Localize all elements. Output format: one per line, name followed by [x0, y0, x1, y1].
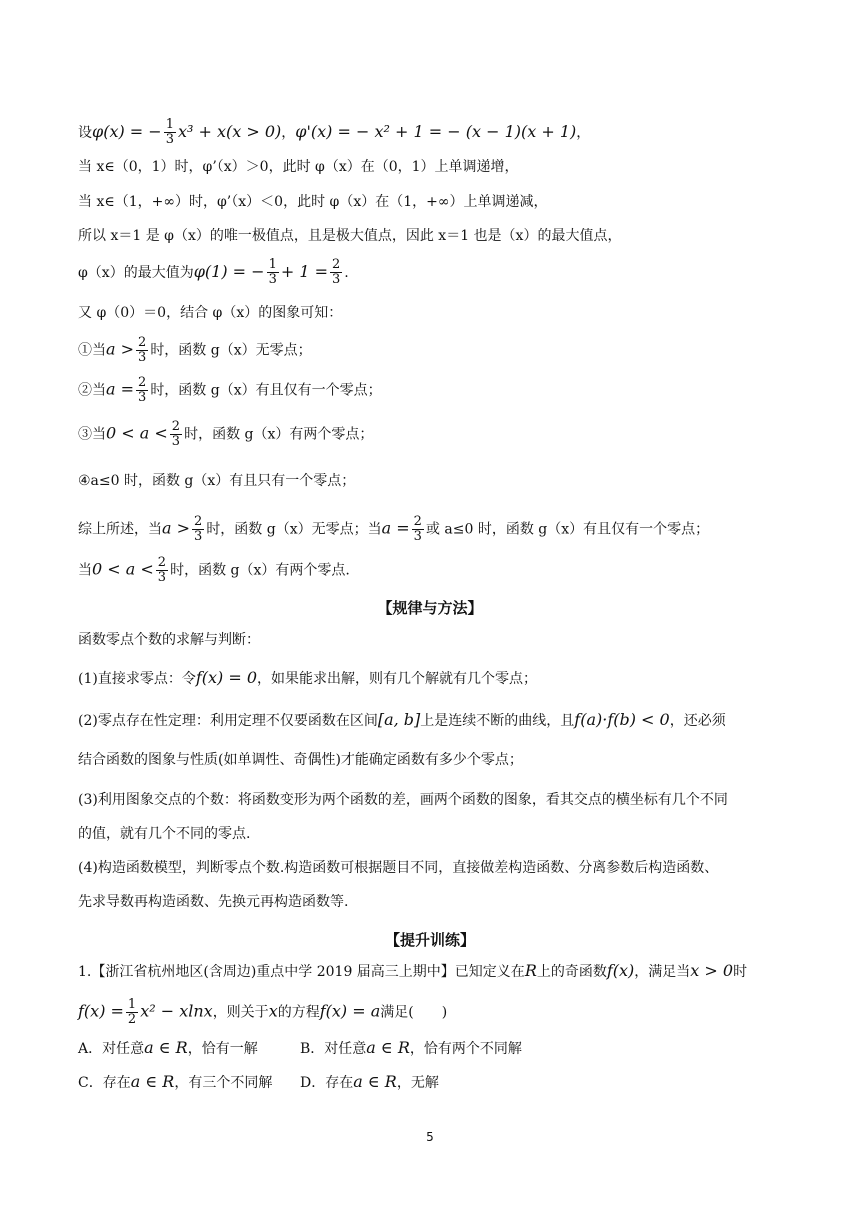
text-line: 函数零点个数的求解与判断： — [78, 632, 260, 648]
formula: 0 < a < — [92, 559, 154, 579]
text-line: 的值，就有几个不同的零点. — [78, 826, 251, 842]
denominator: 3 — [138, 350, 147, 365]
question-1-line — [78, 961, 747, 982]
max-value-line — [78, 258, 349, 287]
text: 的方程 — [277, 1004, 320, 1021]
text: ，恰有两个不同解 — [409, 1041, 522, 1057]
denominator: 3 — [194, 529, 203, 544]
denominator: 3 — [157, 570, 167, 585]
fraction — [412, 515, 424, 544]
text: ， — [281, 125, 296, 141]
text: 当 — [78, 562, 92, 579]
fraction — [267, 258, 279, 287]
numerator: 2 — [171, 419, 181, 434]
formula: f(x) = 0 — [195, 668, 258, 687]
option-b[interactable] — [300, 1038, 522, 1059]
numerator: 2 — [138, 335, 147, 350]
text: A．对任意 — [78, 1041, 145, 1057]
denominator: 3 — [171, 434, 181, 449]
text: ，满足当 — [634, 964, 691, 980]
options-row-2 — [78, 1072, 439, 1093]
text: ，则关于 — [212, 1004, 269, 1021]
method-1-line — [78, 668, 537, 689]
option-d[interactable] — [300, 1072, 439, 1093]
formula — [92, 117, 282, 147]
text: (1)直接求零点：令 — [78, 671, 196, 687]
denominator: 3 — [165, 132, 174, 147]
text-line: 又 φ（0）＝0，结合 φ（x）的图象可知： — [78, 305, 343, 321]
option-c[interactable] — [78, 1072, 300, 1093]
text: ②当 — [78, 382, 106, 399]
numerator: 2 — [332, 257, 341, 272]
formula: a ∈ R — [144, 1038, 188, 1057]
formula: x² − xlnx — [140, 1001, 213, 1021]
text: ①当 — [78, 342, 106, 359]
text: 满足( ) — [380, 1004, 448, 1021]
summary-line-2 — [78, 556, 350, 585]
page-number: 5 — [426, 1130, 434, 1144]
text: 时，函数 g（x）有且仅有一个零点； — [150, 382, 382, 399]
options-row-1 — [78, 1038, 522, 1059]
text: 或 a≤0 时，函数 g（x）有且仅有一个零点； — [425, 521, 710, 538]
formula-part: φ(x) = − — [92, 122, 162, 141]
text-line: (3)利用图象交点的个数：将函数变形为两个函数的差，画两个函数的图象，看其交点的横坐标有几个不同 — [78, 792, 728, 808]
text: ，恰有一解 — [187, 1041, 258, 1057]
formula: f(x) — [606, 961, 635, 980]
text: ，如果能求出解，则有几个解就有几个零点； — [257, 671, 538, 687]
numerator: 2 — [138, 375, 147, 390]
formula: f(a)·f(b) < 0 — [574, 710, 670, 729]
text-line: (4)构造函数模型，判断零点个数.构造函数可根据题目不同，直接做差构造函数、分离参数后构造函数、 — [78, 860, 719, 876]
formula: a = — [106, 379, 135, 399]
derivative-formula: φ'(x) = − x² + 1 = − (x − 1)(x + 1) — [295, 122, 577, 141]
formula-part: φ(1) = − — [193, 262, 265, 281]
question-1-line-2 — [78, 998, 447, 1027]
fraction — [156, 556, 168, 585]
text-line: 当 x∈（1，+∞）时，φ’（x）＜0，此时 φ（x）在（1，+∞）上单调递减， — [78, 194, 548, 210]
method-2-line — [78, 710, 726, 731]
text: 上是连续不断的曲线，且 — [420, 713, 575, 729]
text: 时，函数 g（x）有两个零点； — [184, 426, 374, 443]
formula: f(x) = — [78, 1001, 124, 1021]
fraction — [126, 998, 138, 1027]
fraction — [170, 420, 182, 449]
text: 时，函数 g（x）无零点；当 — [206, 521, 382, 538]
text: . — [344, 265, 349, 281]
section-heading-training: 【提升训练】 — [384, 931, 475, 949]
text: ，还必须 — [669, 713, 726, 729]
formula: a = — [381, 518, 410, 538]
text: ， — [576, 125, 591, 141]
case-4-line: ④a≤0 时，函数 g（x）有且只有一个零点； — [78, 473, 356, 489]
fraction — [136, 376, 148, 405]
formula: R — [524, 961, 537, 980]
formula: a ∈ R — [366, 1038, 410, 1057]
formula: 0 < a < — [106, 423, 168, 443]
text: B．对任意 — [300, 1041, 367, 1057]
text: 综上所述，当 — [78, 521, 162, 538]
denominator: 3 — [268, 272, 277, 287]
fraction — [164, 118, 176, 147]
denominator: 3 — [332, 272, 341, 287]
fraction — [136, 336, 148, 365]
numerator: 2 — [413, 514, 422, 529]
formula: f(x) = a — [319, 1001, 381, 1021]
text: 1.【浙江省杭州地区(含周边)重点中学 2019 届高三上期中】已知定义在 — [78, 964, 525, 980]
case-2-line — [78, 376, 382, 405]
formula: x > 0 — [690, 961, 734, 980]
text: ，有三个不同解 — [174, 1075, 273, 1091]
text-line: 当 x∈（0，1）时，φ’（x）＞0，此时 φ（x）在（0，1）上单调递增， — [78, 159, 519, 175]
denominator: 3 — [413, 529, 422, 544]
text: (2)零点存在性定理：利用定理不仅要函数在区间 — [78, 713, 378, 729]
case-3-line — [78, 420, 373, 449]
formula: a ∈ R — [353, 1072, 397, 1091]
numerator: 1 — [165, 117, 174, 132]
text: ③当 — [78, 426, 106, 443]
text: 设 — [78, 125, 92, 141]
formula: a > — [162, 518, 191, 538]
text: C．存在 — [78, 1075, 131, 1091]
text-line: 先求导数再构造函数、先换元再构造函数等. — [78, 894, 349, 910]
section-heading-methods: 【规律与方法】 — [377, 599, 483, 617]
numerator: 1 — [127, 997, 137, 1012]
case-1-line — [78, 336, 312, 365]
numerator: 2 — [194, 514, 203, 529]
text: 上的奇函数 — [536, 964, 607, 980]
text: 时 — [733, 964, 748, 980]
text: 时，函数 g（x）无零点； — [150, 342, 312, 359]
formula: x — [268, 1001, 278, 1021]
formula-part: x³ + x(x > 0) — [177, 122, 282, 141]
numerator: 1 — [268, 257, 277, 272]
numerator: 2 — [157, 555, 167, 570]
fraction — [330, 258, 342, 287]
text: D．存在 — [300, 1075, 354, 1091]
text: φ（x）的最大值为 — [78, 265, 194, 281]
denominator: 2 — [127, 1012, 137, 1027]
formula: a ∈ R — [130, 1072, 175, 1091]
text-line: 结合函数的图象与性质(如单调性、奇偶性)才能确定函数有多少个零点； — [78, 752, 523, 768]
summary-line — [78, 515, 709, 544]
fraction — [192, 515, 204, 544]
formula — [193, 257, 345, 287]
text: ，无解 — [396, 1075, 439, 1091]
option-a[interactable] — [78, 1038, 300, 1059]
formula: a > — [106, 339, 135, 359]
text: 时，函数 g（x）有两个零点. — [170, 562, 350, 579]
formula: [a, b] — [377, 710, 421, 729]
text-line: 所以 x＝1 是 φ（x）的唯一极值点，且是极大值点，因此 x＝1 也是（x）的最大值点， — [78, 228, 622, 244]
phi-definition-line — [78, 118, 590, 147]
formula-part: + 1 = — [280, 262, 329, 281]
denominator: 3 — [138, 390, 147, 405]
